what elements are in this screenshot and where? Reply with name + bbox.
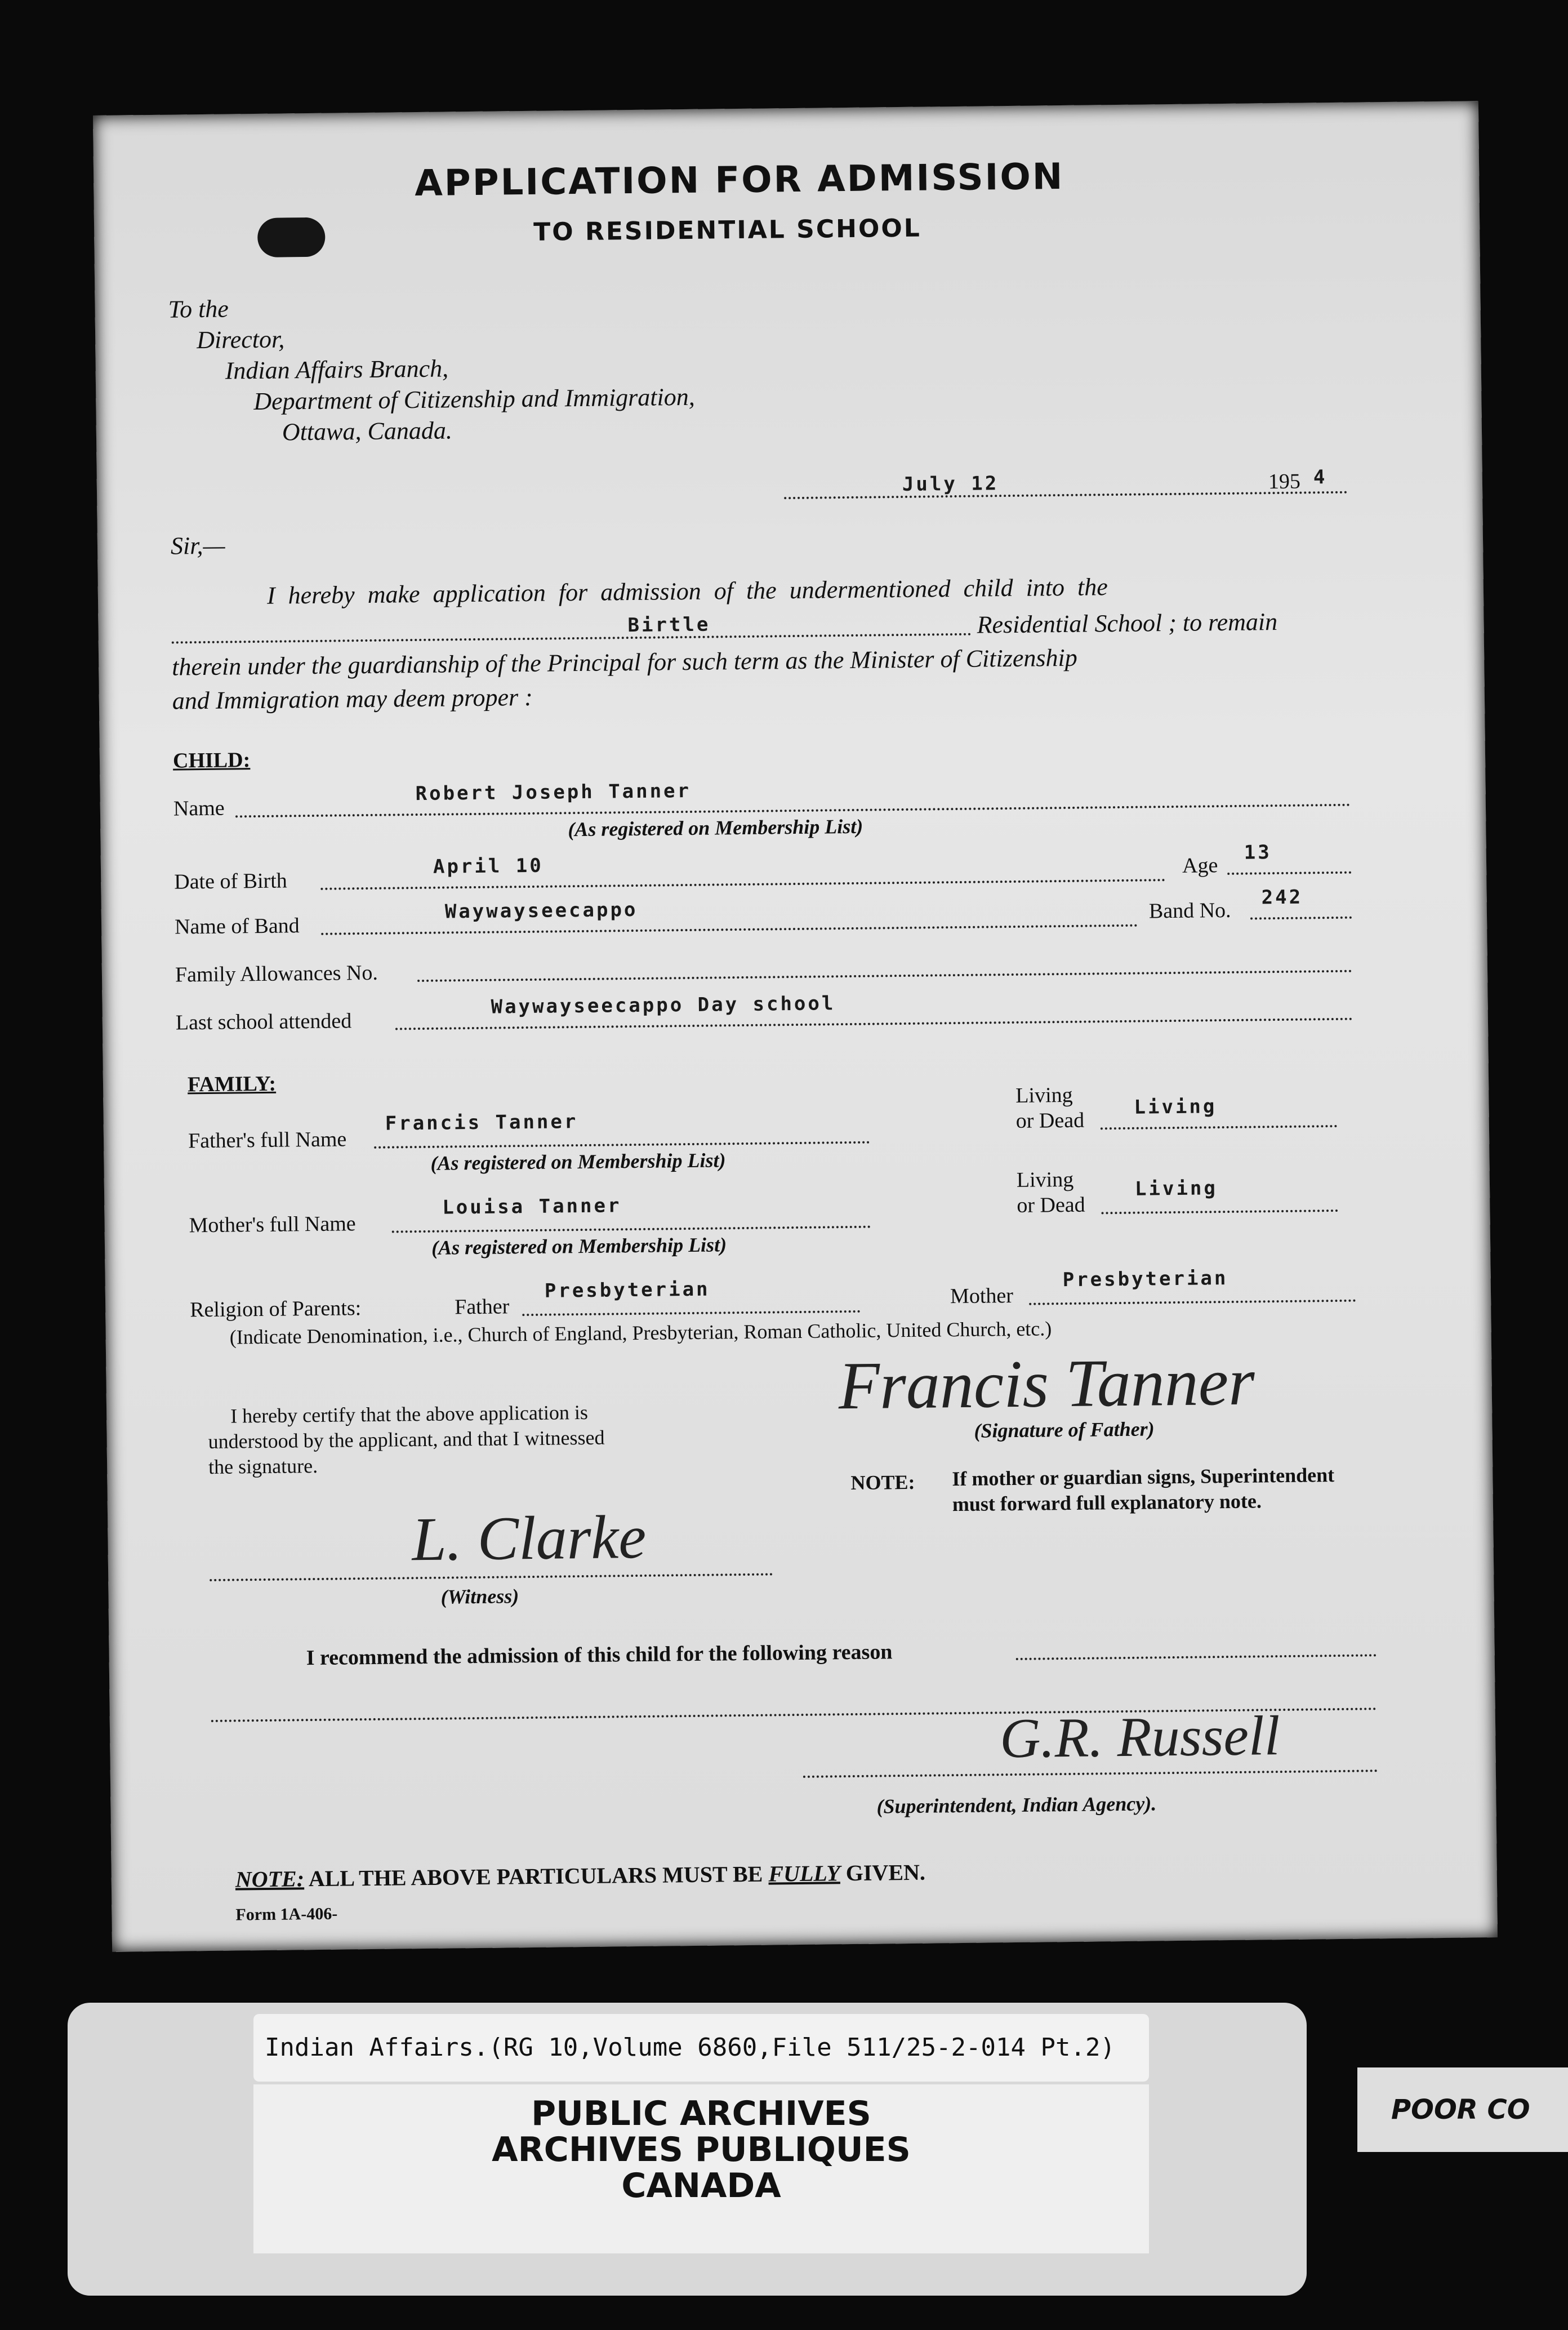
particulars-note-label: NOTE: [235,1866,305,1892]
certify-line-2: understood by the applicant, and that I witnessed [208,1426,605,1453]
dob-value: April 10 [433,854,544,878]
certify-note-label: NOTE: [850,1470,915,1495]
witness-caption: (Witness) [440,1585,519,1608]
father-living-value: Living [1134,1095,1217,1119]
last-school-line [395,1018,1353,1030]
father-name-label: Father's full Name [188,1127,347,1153]
address-line-3: Indian Affairs Branch, [225,354,449,385]
age-value: 13 [1244,841,1272,864]
form-title: APPLICATION FOR ADMISSION [414,155,1064,205]
mother-living-label-1: Living [1016,1167,1074,1192]
band-no-line [1250,917,1352,920]
father-name-note: (As registered on Membership List) [430,1149,726,1175]
certify-line-1: I hereby certify that the above application is [230,1400,589,1428]
application-form-page [93,101,1498,1952]
child-name-note: (As registered on Membership List) [568,815,863,841]
form-number: Form 1A-406- [235,1904,338,1924]
salutation: Sir,— [170,531,225,560]
mother-living-line [1101,1210,1338,1214]
archive-stamp-line-3: CANADA [621,2166,781,2206]
school-line [172,633,972,644]
last-school-value: Waywayseecappo Day school [491,992,836,1019]
poor-copy-label: POOR CO [1357,2067,1568,2152]
father-living-line [1101,1125,1337,1130]
family-allowance-label: Family Allowances No. [175,961,378,987]
mother-living-value: Living [1134,1177,1218,1200]
religion-mother-line [1029,1300,1356,1305]
religion-label: Religion of Parents: [189,1296,362,1322]
band-no-label: Band No. [1148,898,1231,923]
mother-name-label: Mother's full Name [189,1212,356,1238]
address-line-1: To the [168,295,229,323]
religion-note: (Indicate Denomination, i.e., Church of England, Presbyterian, Roman Catholic, United Church, etc.) [229,1317,1052,1349]
form-subtitle: TO RESIDENTIAL SCHOOL [533,214,922,247]
application-paragraph-line-1: I hereby make application for admission of the undermentioned child into the [266,573,1108,610]
superintendent-signature: G.R. Russell [999,1704,1280,1770]
application-paragraph-line-3: therein under the guardianship of the Principal for such term as the Minister of Citizenship [172,643,1077,681]
certify-note-line-2: must forward full explanatory note. [952,1489,1262,1516]
father-signature: Francis Tanner [838,1344,1255,1424]
application-paragraph-line-2: Residential School ; to remain [977,608,1278,639]
band-label: Name of Band [174,914,300,939]
archive-stamp-line-1: PUBLIC ARCHIVES [531,2094,871,2133]
particulars-note-text-b: GIVEN. [845,1859,926,1886]
father-name-line [374,1141,870,1149]
religion-mother-label: Mother [950,1284,1014,1309]
recommend-line-1 [1016,1654,1377,1660]
father-living-label-2: or Dead [1015,1108,1085,1133]
band-no-value: 242 [1261,886,1303,909]
witness-signature: L. Clarke [411,1502,647,1574]
age-line [1227,871,1351,875]
child-name-value: Robert Joseph Tanner [415,779,692,806]
age-label: Age [1182,853,1218,878]
mother-living-label-2: or Dead [1017,1193,1085,1217]
address-line-4: Department of Citizenship and Immigration, [253,383,695,416]
religion-father-label: Father [454,1295,510,1319]
mother-name-note: (As registered on Membership List) [431,1233,727,1259]
date-value: July 12 [902,472,999,496]
dob-label: Date of Birth [174,869,287,894]
father-living-label-1: Living [1015,1083,1073,1108]
date-year-prefix: 195 [1268,469,1301,494]
superintendent-line [803,1769,1378,1778]
family-allowance-line [417,970,1352,982]
particulars-note-fully: FULLY [768,1860,840,1887]
particulars-note [235,1859,926,1893]
date-year-suffix: 4 [1313,466,1328,489]
address-line-5: Ottawa, Canada. [282,416,453,446]
religion-father-value: Presbyterian [544,1278,710,1302]
superintendent-caption: (Superintendent, Indian Agency). [876,1792,1157,1818]
band-line [321,924,1138,935]
mother-name-value: Louisa Tanner [442,1194,622,1219]
ink-blot-icon [257,217,326,257]
school-value: Birtle [627,613,711,637]
child-name-label: Name [173,796,225,821]
archive-reference: Indian Affairs.(RG 10,Volume 6860,File 511/25-2-014 Pt.2) [253,2014,1149,2082]
father-signature-caption: (Signature of Father) [974,1417,1155,1442]
application-paragraph-line-4: and Immigration may deem proper : [172,683,533,715]
band-value: Waywayseecappo [444,898,638,923]
particulars-note-text-a: ALL THE ABOVE PARTICULARS MUST BE [308,1861,763,1892]
date-line [784,491,1347,499]
father-name-value: Francis Tanner [385,1110,578,1135]
religion-mother-value: Presbyterian [1062,1267,1228,1292]
certify-line-3: the signature. [208,1454,318,1478]
dob-line [320,879,1165,890]
mother-name-line [392,1226,871,1233]
address-line-2: Director, [196,325,285,354]
archive-stamp-line-2: ARCHIVES PUBLIQUES [492,2130,911,2169]
certify-note-line-1: If mother or guardian signs, Superintendent [952,1464,1335,1491]
religion-father-line [522,1310,860,1316]
archive-stamp [253,2084,1149,2253]
child-heading: CHILD: [172,748,251,773]
last-school-label: Last school attended [175,1009,352,1035]
recommend-text: I recommend the admission of this child for the following reason [306,1640,893,1670]
family-heading: FAMILY: [187,1071,277,1097]
